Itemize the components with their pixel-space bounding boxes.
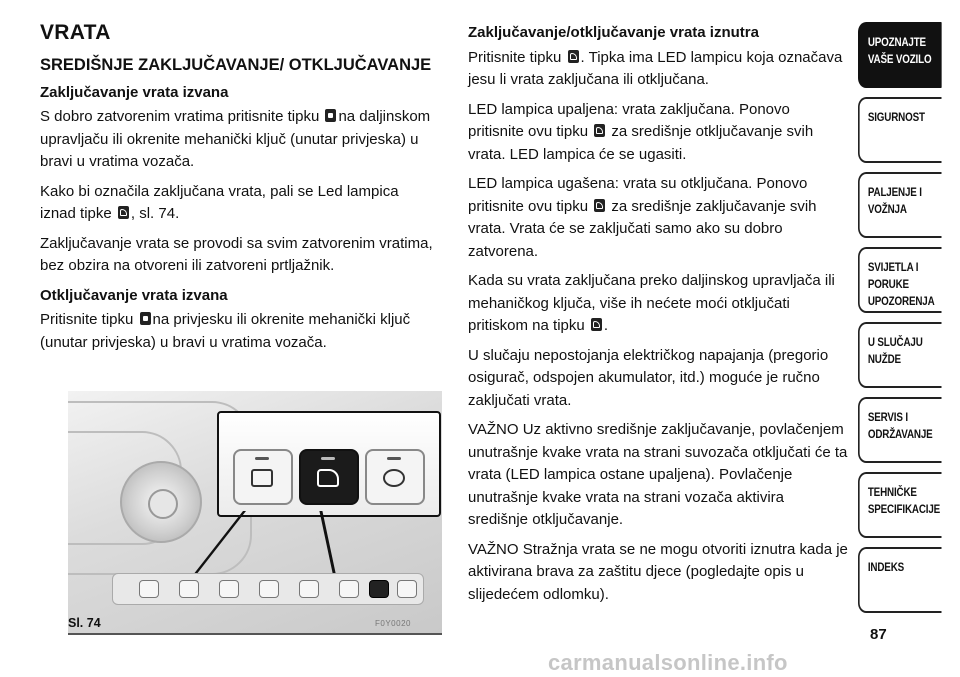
paragraph-important-2: VAŽNO Stražnja vrata se ne mogu otvoriti iznutra kada je aktivirana brava za zaštitu djece (pogledajte opis u slijedećem odlomku).	[468, 540, 848, 603]
strip-button	[179, 580, 199, 598]
button-strip	[112, 573, 424, 605]
text-span: LED lampica upaljena: vrata zaključana. Ponovo pritisnite ovu tipku	[468, 100, 790, 140]
led	[255, 457, 269, 460]
left-column	[40, 22, 435, 361]
strip-button	[139, 580, 159, 598]
subheading-unlock-outside: Otključavanje vrata izvana	[40, 286, 228, 304]
text-span: Kada su vrata zaključana preko daljinskog upravljača ili mehaničkog ključa, više ih nećete moći otključati pritiskom na tipku	[468, 272, 835, 334]
subheading-lock-outside: Zaključavanje vrata izvana	[40, 83, 229, 101]
tab-servis[interactable]: SERVIS I ODRŽAVANJE	[858, 397, 942, 463]
tab-nuzda[interactable]: U SLUČAJU NUŽDE	[858, 322, 942, 388]
paragraph-important-1: VAŽNO Uz aktivno središnje zaključavanje, povlačenjem unutrašnje kvake vrata na strani suvozača otključati će ta vrata (LED lampica ostane upaljena). Povlačenje unutrašnje kvake vrata na strani vozača aktivira središnje otključavanje.	[468, 421, 848, 528]
tab-tehnicke[interactable]: TEHNIČKE SPECIFIKACIJE	[858, 472, 942, 538]
text-span: S dobro zatvorenim vratima pritisnite tipku	[40, 108, 320, 125]
text-span: LED lampica ugašena: vrata su otključana. Ponovo pritisnite ovu tipku	[468, 175, 808, 215]
paragraph-unlock-outside	[40, 309, 435, 354]
strip-button	[299, 580, 319, 598]
text-span: na privjesku ili okrenite mehanički ključ (unutar privjeska) u bravi u vratima vozača.	[40, 311, 411, 351]
tab-sigurnost[interactable]: SIGURNOST	[858, 97, 942, 163]
paragraph-led-on	[468, 99, 848, 167]
car-door-lock-icon	[317, 469, 339, 487]
text-span: na daljinskom upravljaču ili okrenite mehanički ključ (unutar privjeska) u bravi u vratima vozača.	[40, 108, 431, 170]
figure-code: F0Y0020	[375, 619, 411, 628]
paragraph-lock-outside	[40, 106, 435, 174]
figure-door-lock-button	[68, 391, 442, 633]
led	[321, 457, 335, 460]
padlock-unlock-icon	[140, 312, 151, 325]
paragraph-lock-closed: Zaključavanje vrata se provodi sa svim zatvorenim vratima, bez obzira na otvoreni ili zatvoreni prtljažnik.	[40, 234, 433, 274]
text-span: Pritisnite tipku	[40, 311, 134, 328]
paragraph-press-button	[468, 47, 848, 92]
text-span: .	[603, 317, 609, 334]
right-column	[468, 22, 848, 613]
hazard-button	[259, 580, 279, 598]
tab-svijetla[interactable]: SVIJETLA I PORUKE UPOZORENJA	[858, 247, 942, 313]
chapter-tabs	[858, 22, 960, 622]
text-span: Pritisnite tipku	[468, 48, 562, 66]
subheading-lock-inside: Zaključavanje/otključavanje vrata iznutra	[468, 24, 759, 41]
strip-button	[397, 580, 417, 598]
paragraph-no-power: U slučaju nepostojanja električkog napajanja (pregorio osigurač, odspojen akumulator, itd.) moguće je ručno zaključati vrata.	[468, 346, 829, 409]
inset-button-rear-defrost	[233, 449, 293, 505]
inset-button-esc-off	[365, 449, 425, 505]
text-span: za središnje zaključavanje svih vrata. Vrata će se zaključati samo ako su dobro zatvorena.	[468, 197, 817, 260]
car-door-lock-icon	[591, 318, 602, 331]
paragraph-led	[40, 181, 435, 226]
car-door-lock-icon	[568, 50, 579, 63]
page-title: VRATA	[40, 21, 111, 44]
defrost-icon	[251, 469, 273, 487]
climate-knob	[120, 461, 202, 543]
car-door-lock-icon	[594, 199, 605, 212]
text-span: , sl. 74.	[130, 205, 180, 222]
figure-divider	[68, 633, 442, 635]
padlock-unlock-icon	[325, 109, 336, 122]
watermark: carmanualsonline.info	[548, 650, 788, 675]
callout-line	[319, 511, 335, 573]
section-heading: SREDIŠNJE ZAKLJUČAVANJE/ OTKLJUČAVANJE	[40, 55, 432, 74]
knob-center	[148, 489, 178, 519]
tab-indeks[interactable]: INDEKS	[858, 547, 942, 613]
tab-upoznajte[interactable]: UPOZNAJTE VAŠE VOZILO	[858, 22, 942, 88]
strip-button	[339, 580, 359, 598]
car-door-lock-icon	[118, 206, 129, 219]
door-lock-strip-button	[369, 580, 389, 598]
car-door-lock-icon	[594, 124, 605, 137]
text-span: Kako bi označila zaključana vrata, pali se Led lampica iznad tipke	[40, 182, 399, 222]
paragraph-remote-lock	[468, 270, 848, 338]
figure-caption: Sl. 74	[68, 616, 101, 630]
zoom-inset	[217, 411, 441, 517]
led	[387, 457, 401, 460]
esc-off-icon	[383, 469, 405, 487]
text-span: . Tipka ima LED lampicu koja označava jesu li vrata zaključana ili otključana.	[468, 48, 843, 88]
page-number: 87	[870, 626, 887, 643]
strip-button	[219, 580, 239, 598]
tab-paljenje[interactable]: PALJENJE I VOŽNJA	[858, 172, 942, 238]
inset-button-door-lock	[299, 449, 359, 505]
text-span: za središnje otključavanje svih vrata. LED lampica će se ugasiti.	[468, 123, 814, 163]
paragraph-led-off	[468, 173, 848, 263]
